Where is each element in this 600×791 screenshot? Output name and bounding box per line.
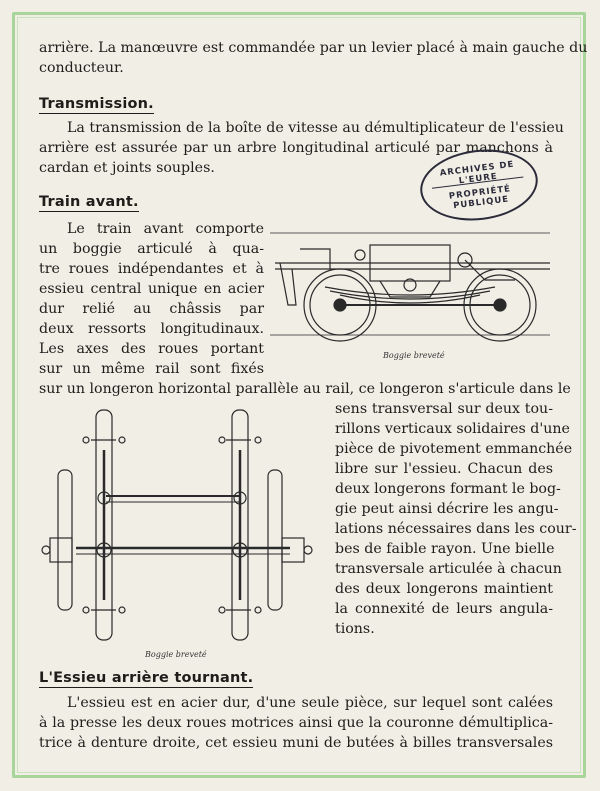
intro-line-2: conducteur. [39,60,124,76]
essieu-line-3: trice à denture droite, cet essieu muni de butées à billes transversales [39,735,553,751]
text-line-full: sur un longeron horizontal parallèle au rail, ce longeron s'articule dans le [39,381,571,397]
text-line: tre roues indépendantes et à [39,261,264,277]
boggie-top-view-illustration [36,400,326,650]
transmission-line-2: arrière est assurée par un arbre longitudinal articulé par manchons à [39,140,553,156]
text-line: sens transversal sur deux tou- [335,401,553,417]
train-avant-heading: Train avant. [39,194,139,210]
intro-line-1: arrière. La manœuvre est commandée par un levier placé à main gauche du [39,40,588,56]
caption-top: Boggie breveté [383,351,445,360]
text-line: transversale articulée à chacun [335,561,562,577]
text-line: des deux longerons maintient [335,581,553,597]
text-line: essieu central unique en acier [39,281,264,297]
essieu-line-2: à la presse les deux roues motrices ainsi que la couronne démultiplica- [39,715,553,731]
text-line: lations nécessaires dans les cour- [335,521,577,537]
caption-side: Boggie breveté [145,650,207,659]
text-line: la connexité de leurs angula- [335,601,553,617]
boggie-side-view-illustration [270,225,560,355]
text-line: deux longerons formant le bog- [335,481,561,497]
text-line: Le train avant comporte [67,221,264,237]
essieu-line-1: L'essieu est en acier dur, d'une seule pièce, sur lequel sont calées [67,695,553,711]
text-line: libre sur l'essieu. Chacun des [335,461,553,477]
text-line: deux ressorts longitudinaux. [39,321,264,337]
text-line: rillons verticaux solidaires d'une [335,421,570,437]
stamp-top-text: ARCHIVES DE L'EURE [439,159,515,187]
text-line: dur relié au châssis par [39,301,264,317]
text-line: pièce de pivotement emmanchée [335,441,573,457]
essieu-heading: L'Essieu arrière tournant. [39,670,254,686]
transmission-heading: Transmission. [39,96,154,112]
text-line: bes de faible rayon. Une bielle [335,541,555,557]
text-line: tions. [335,621,375,637]
text-line: Les axes des roues portant [39,341,264,357]
transmission-line-1: La transmission de la boîte de vitesse au démultiplicateur de l'essieu [67,120,564,136]
text-line: gie peut ainsi décrire les angu- [335,501,559,517]
transmission-line-3: cardan et joints souples. [39,160,215,176]
text-line: sur un même rail sont fixés [39,361,264,377]
text-line: un boggie articulé à qua- [39,241,264,257]
stamp-bottom-text: PROPRIÉTÉ PUBLIQUE [448,184,512,212]
